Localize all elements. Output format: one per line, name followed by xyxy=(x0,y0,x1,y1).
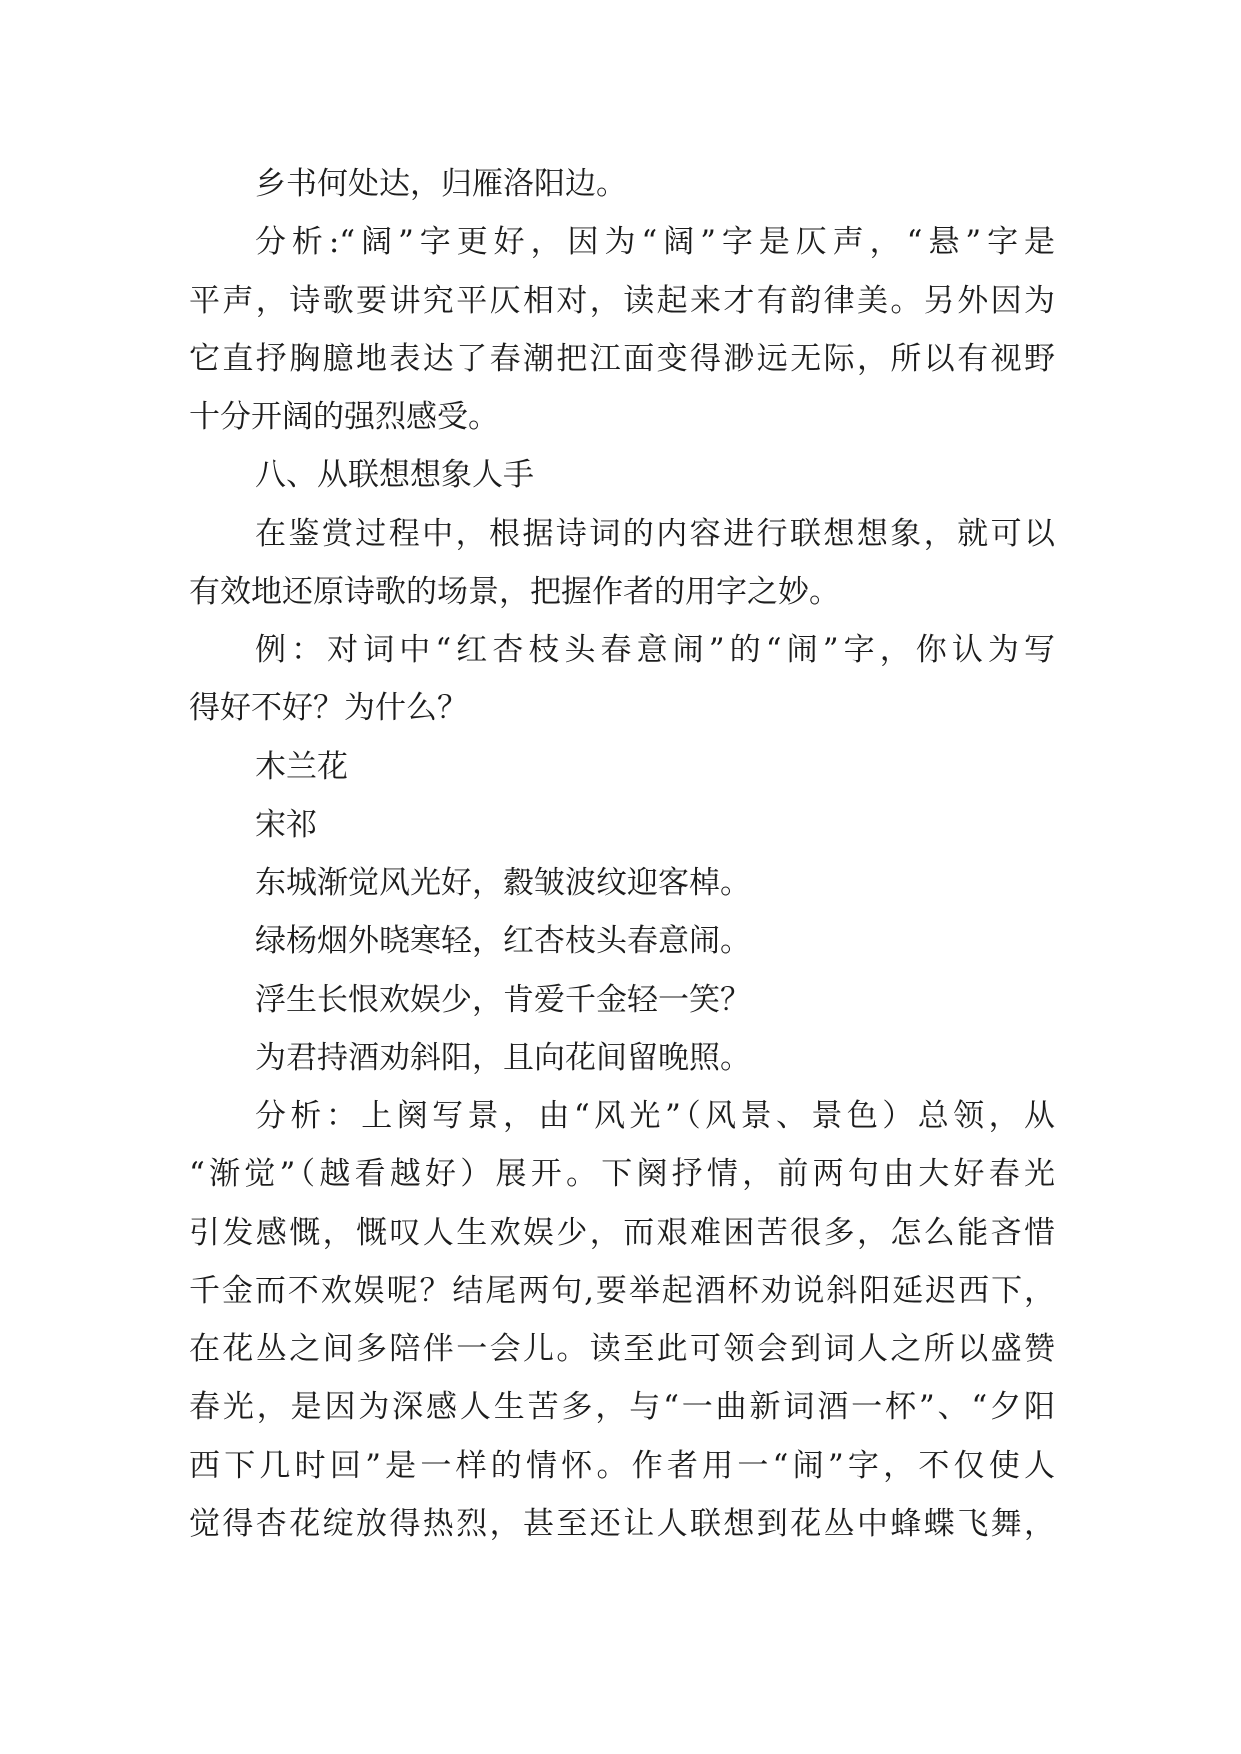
analysis-paragraph-2 xyxy=(189,1087,1055,1553)
text-line: 十分开阔的强烈感受。 xyxy=(189,399,499,435)
text-line: 得好不好？为什么？ xyxy=(189,690,468,727)
example-question-paragraph xyxy=(189,621,1055,738)
section-heading-text: 八、从联想想象人手 xyxy=(255,457,534,494)
text-line: 它直抒胸臆地表达了春潮把江面变得渺远无际，所以有视野 xyxy=(189,340,1055,377)
poem-author xyxy=(189,796,1055,854)
text-line: 平声，诗歌要讲究平仄相对，读起来才有韵律美。另外因为 xyxy=(189,282,1055,319)
section-heading xyxy=(189,446,1055,504)
text-line: 分析:“阔”字更好，因为“阔”字是仄声，“悬”字是 xyxy=(255,224,1055,261)
text-line: 在鉴赏过程中，根据诗词的内容进行联想想象，就可以 xyxy=(255,515,1055,552)
text-line: 觉得杏花绽放得热烈，甚至还让人联想到花丛中蜂蝶飞舞， xyxy=(189,1505,1055,1542)
text-line: 在花丛之间多陪伴一会儿。读至此可领会到词人之所以盛赞 xyxy=(189,1331,1055,1367)
intro-paragraph xyxy=(189,505,1055,622)
document-body xyxy=(189,155,1055,1553)
text-line: 分析：上阕写景，由“风光”（风景、景色）总领，从 xyxy=(255,1098,1055,1134)
text-line: 西下几时回”是一样的情怀。作者用一“闹”字，不仅使人 xyxy=(189,1447,1055,1484)
poem-line: 绿杨烟外晓寒轻，红杏枝头春意闹。 xyxy=(255,923,751,960)
poem-line: 浮生长恨欢娱少，肯爱千金轻一笑？ xyxy=(255,981,751,1018)
text-line: 春光，是因为深感人生苦多，与“一曲新词酒一杯”、“夕阳 xyxy=(189,1389,1055,1426)
poem-line: 为君持酒劝斜阳，且向花间留晚照。 xyxy=(255,1039,751,1076)
text-line: 有效地还原诗歌的场景，把握作者的用字之妙。 xyxy=(189,573,840,610)
poem-title-text: 木兰花 xyxy=(255,748,348,785)
poem-title xyxy=(189,738,1055,796)
text-line: 千金而不欢娱呢？结尾两句,要举起酒杯劝说斜阳延迟西下， xyxy=(189,1272,1055,1309)
text-line: 引发感慨，慨叹人生欢娱少，而艰难困苦很多，怎么能吝惜 xyxy=(189,1214,1055,1251)
poem-author-text: 宋祁 xyxy=(255,806,317,843)
verse-paragraph xyxy=(189,155,1055,213)
analysis-paragraph-1 xyxy=(189,213,1055,446)
verse-line: 乡书何处达，归雁洛阳边。 xyxy=(255,166,627,202)
text-line: 例：对词中“红杏枝头春意闹”的“闹”字，你认为写 xyxy=(255,632,1055,668)
text-line: “渐觉”（越看越好）展开。下阕抒情，前两句由大好春光 xyxy=(189,1156,1055,1193)
poem-line: 东城渐觉风光好，縠皱波纹迎客棹。 xyxy=(255,865,751,901)
poem-body xyxy=(189,854,1055,1087)
